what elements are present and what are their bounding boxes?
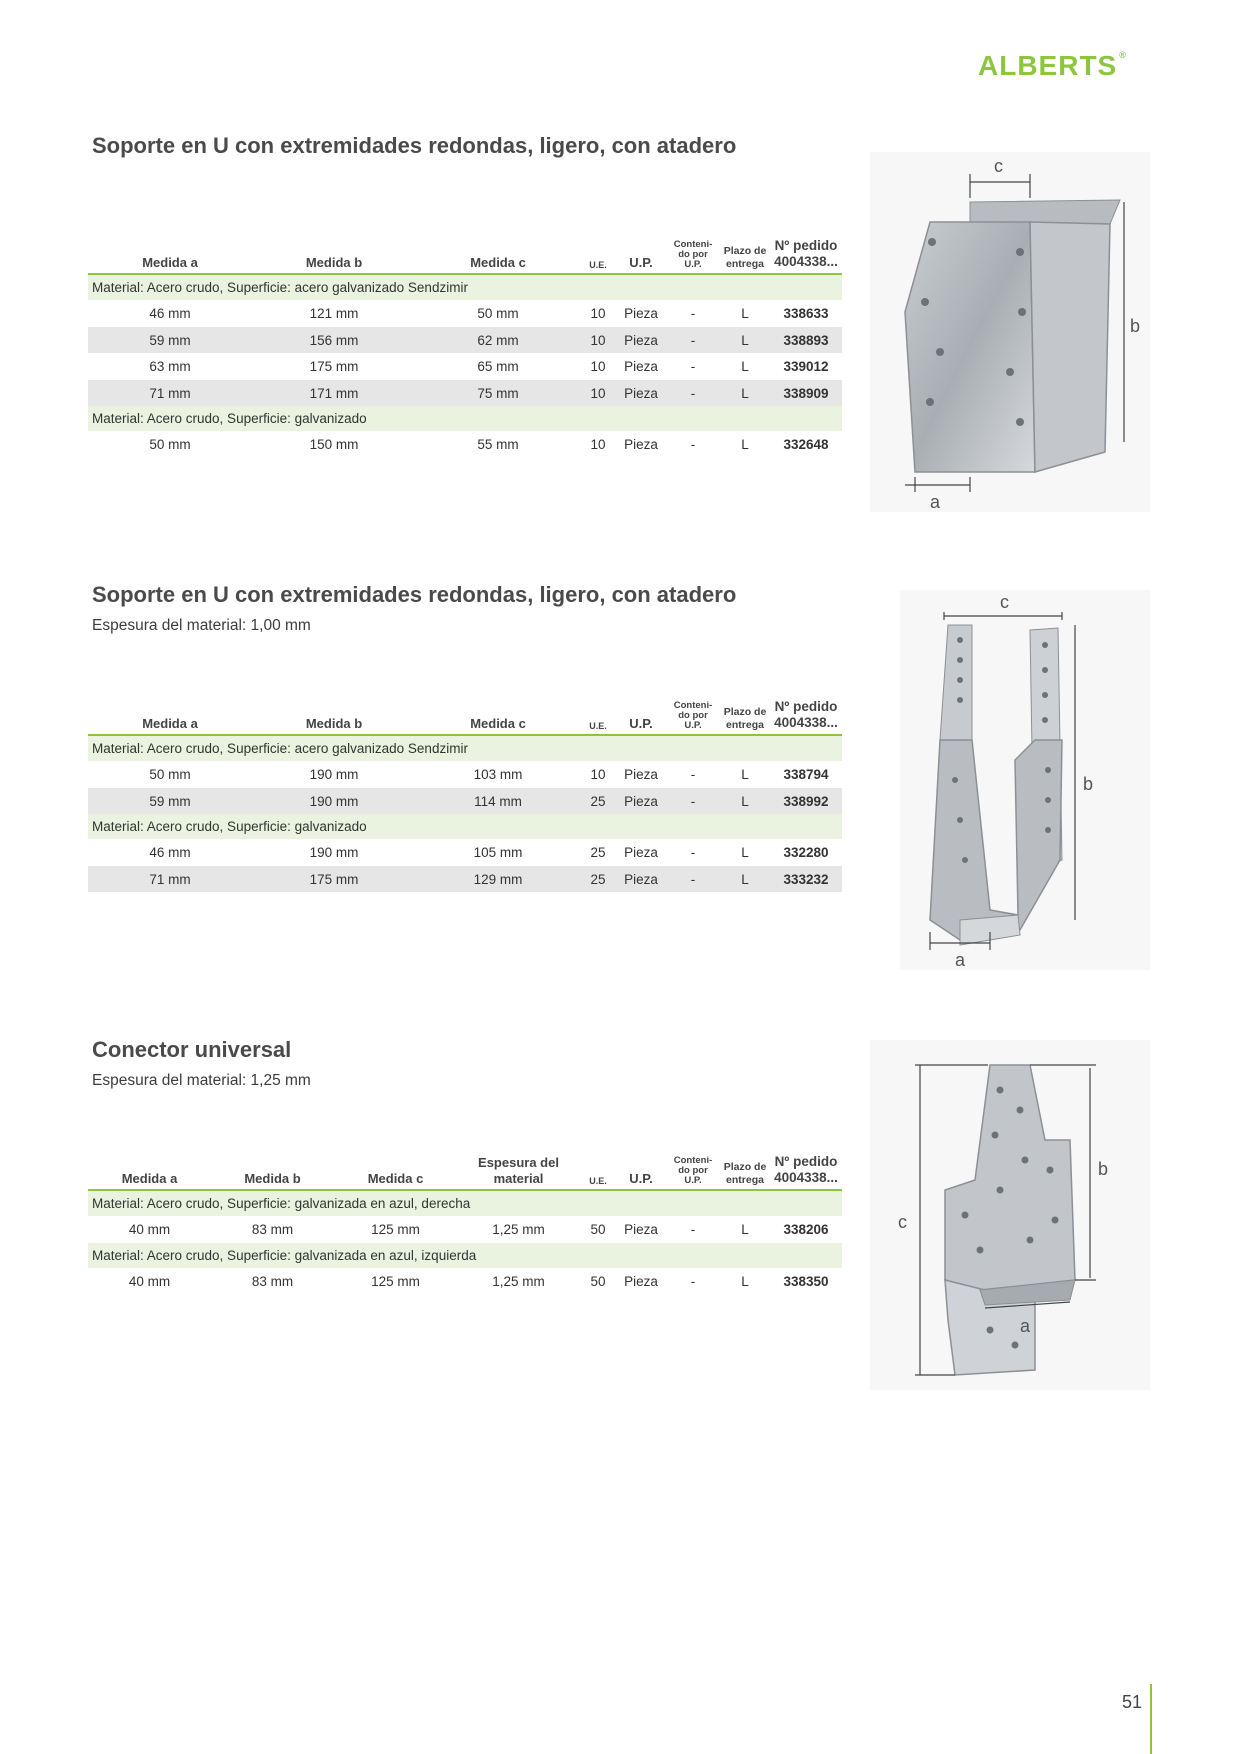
table-row: 71 mm 171 mm 75 mm 10 Pieza - L 338909 — [88, 380, 842, 407]
material-row: Material: Acero crudo, Superficie: galvanizado — [88, 814, 842, 839]
header-pedido: Nº pedido 4004338... — [770, 699, 842, 735]
header-medida-b: Medida b — [211, 1154, 334, 1190]
header-medida-b: Medida b — [252, 238, 416, 274]
header-medida-c: Medida c — [416, 699, 580, 735]
dim-label-a: a — [1020, 1316, 1031, 1336]
material-row: Material: Acero crudo, Superficie: galvanizado — [88, 406, 842, 431]
dim-label-c: c — [898, 1212, 907, 1232]
section-1-title: Soporte en U con extremidades redondas, ligero, con atadero — [92, 133, 737, 158]
header-medida-b: Medida b — [252, 699, 416, 735]
table-row: 59 mm 190 mm 114 mm 25 Pieza - L 338992 — [88, 788, 842, 815]
header-contenido: Conteni- do por U.P. — [666, 699, 720, 735]
product-image-universal-connector — [870, 1040, 1150, 1390]
header-ue: U.E. — [580, 699, 616, 735]
table-row: 71 mm 175 mm 129 mm 25 Pieza - L 333232 — [88, 866, 842, 893]
header-medida-a: Medida a — [88, 238, 252, 274]
material-row: Material: Acero crudo, Superficie: galvanizada en azul, derecha — [88, 1190, 842, 1216]
page-number-bar — [1150, 1684, 1152, 1754]
table-row: 46 mm 190 mm 105 mm 25 Pieza - L 332280 — [149, 845, 829, 861]
header-medida-c: Medida c — [416, 238, 580, 274]
header-plazo: Plazo de entrega — [720, 1154, 770, 1190]
header-up: U.P. — [616, 699, 666, 735]
product-image-joist-hanger-2 — [900, 590, 1150, 970]
header-pedido: Nº pedido 4004338... — [770, 1154, 842, 1190]
dim-label-a: a — [955, 950, 966, 970]
header-contenido: Conteni- do por U.P. — [666, 1154, 720, 1190]
table-row: 40 mm 83 mm 125 mm 1,25 mm 50 Pieza - L 338206 — [128, 1222, 829, 1238]
header-contenido: Conteni- do por U.P. — [666, 238, 720, 274]
header-plazo: Plazo de entrega — [720, 238, 770, 274]
header-medida-a: Medida a — [88, 1154, 211, 1190]
header-medida-c: Medida c — [334, 1154, 457, 1190]
dim-label-c: c — [994, 156, 1003, 176]
material-row: Material: Acero crudo, Superficie: galvanizada en azul, izquierda — [88, 1243, 842, 1268]
header-ue: U.E. — [580, 238, 616, 274]
header-up: U.P. — [616, 1154, 666, 1190]
table-row: 63 mm 175 mm 65 mm 10 Pieza - L 339012 — [149, 359, 829, 375]
header-plazo: Plazo de entrega — [720, 699, 770, 735]
header-pedido: Nº pedido 4004338... — [770, 238, 842, 274]
table-row: 50 mm 150 mm 55 mm 10 Pieza - L 332648 — [149, 437, 829, 453]
section-3-table — [88, 1154, 842, 1294]
header-up: U.P. — [616, 238, 666, 274]
dim-label-c: c — [1000, 592, 1009, 612]
section-2-subtitle: Espesura del material: 1,00 mm — [92, 617, 311, 634]
section-2-title: Soporte en U con extremidades redondas, ligero, con atadero — [92, 582, 737, 607]
section-1-table — [88, 238, 842, 458]
table-row: 46 mm 121 mm 50 mm 10 Pieza - L 338633 — [149, 306, 829, 322]
dim-label-b: b — [1098, 1159, 1109, 1179]
dim-label-b: b — [1083, 774, 1094, 794]
header-medida-a: Medida a — [88, 699, 252, 735]
table-row: 50 mm 190 mm 103 mm 10 Pieza - L 338794 — [149, 767, 829, 783]
section-3-title: Conector universal — [92, 1037, 292, 1062]
table-row: 40 mm 83 mm 125 mm 1,25 mm 50 Pieza - L 338350 — [128, 1273, 829, 1289]
page-number: 51 — [1122, 1692, 1143, 1712]
material-row: Material: Acero crudo, Superficie: acero galvanizado Sendzimir — [88, 735, 842, 761]
dim-label-a: a — [930, 492, 941, 512]
product-image-joist-hanger-1 — [870, 152, 1150, 512]
header-ue: U.E. — [580, 1154, 616, 1190]
section-2-table — [88, 699, 842, 892]
header-espesura: Espesura del material — [457, 1154, 580, 1190]
material-row: Material: Acero crudo, Superficie: acero galvanizado Sendzimir — [88, 274, 842, 300]
table-row: 59 mm 156 mm 62 mm 10 Pieza - L 338893 — [88, 327, 842, 354]
section-3-subtitle: Espesura del material: 1,25 mm — [92, 1072, 311, 1089]
dim-label-b: b — [1130, 316, 1141, 336]
brand-logo: ALBERTS ® — [978, 50, 1127, 81]
